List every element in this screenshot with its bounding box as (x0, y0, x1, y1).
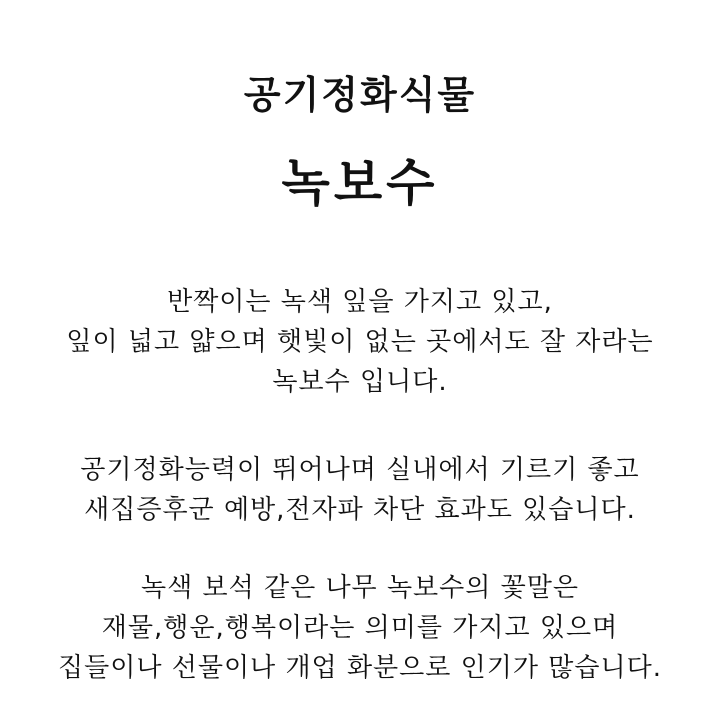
paragraph-line: 재물,행운,행복이라는 의미를 가지고 있으며 (101, 613, 619, 643)
description-paragraph-3 (0, 568, 720, 688)
paragraph-line: 새집증후군 예방,전자파 차단 효과도 있습니다. (84, 495, 636, 525)
paragraph-line: 반짝이는 녹색 잎을 가지고 있고, (167, 287, 553, 317)
page-subtitle: 공기정화식물 (243, 73, 477, 117)
description-paragraph-2 (0, 450, 720, 530)
paragraph-line: 녹보수 입니다. (272, 367, 448, 397)
paragraph-line: 공기정화능력이 뛰어나며 실내에서 기르기 좋고 (80, 455, 640, 485)
paragraph-line: 녹색 보석 같은 나무 녹보수의 꽃말은 (140, 573, 580, 603)
page-title: 녹보수 (281, 154, 439, 212)
description-paragraph-1 (0, 282, 720, 402)
paragraph-line: 잎이 넓고 얇으며 햇빛이 없는 곳에서도 잘 자라는 (66, 327, 654, 357)
paragraph-line: 집들이나 선물이나 개업 화분으로 인기가 많습니다. (57, 653, 663, 683)
